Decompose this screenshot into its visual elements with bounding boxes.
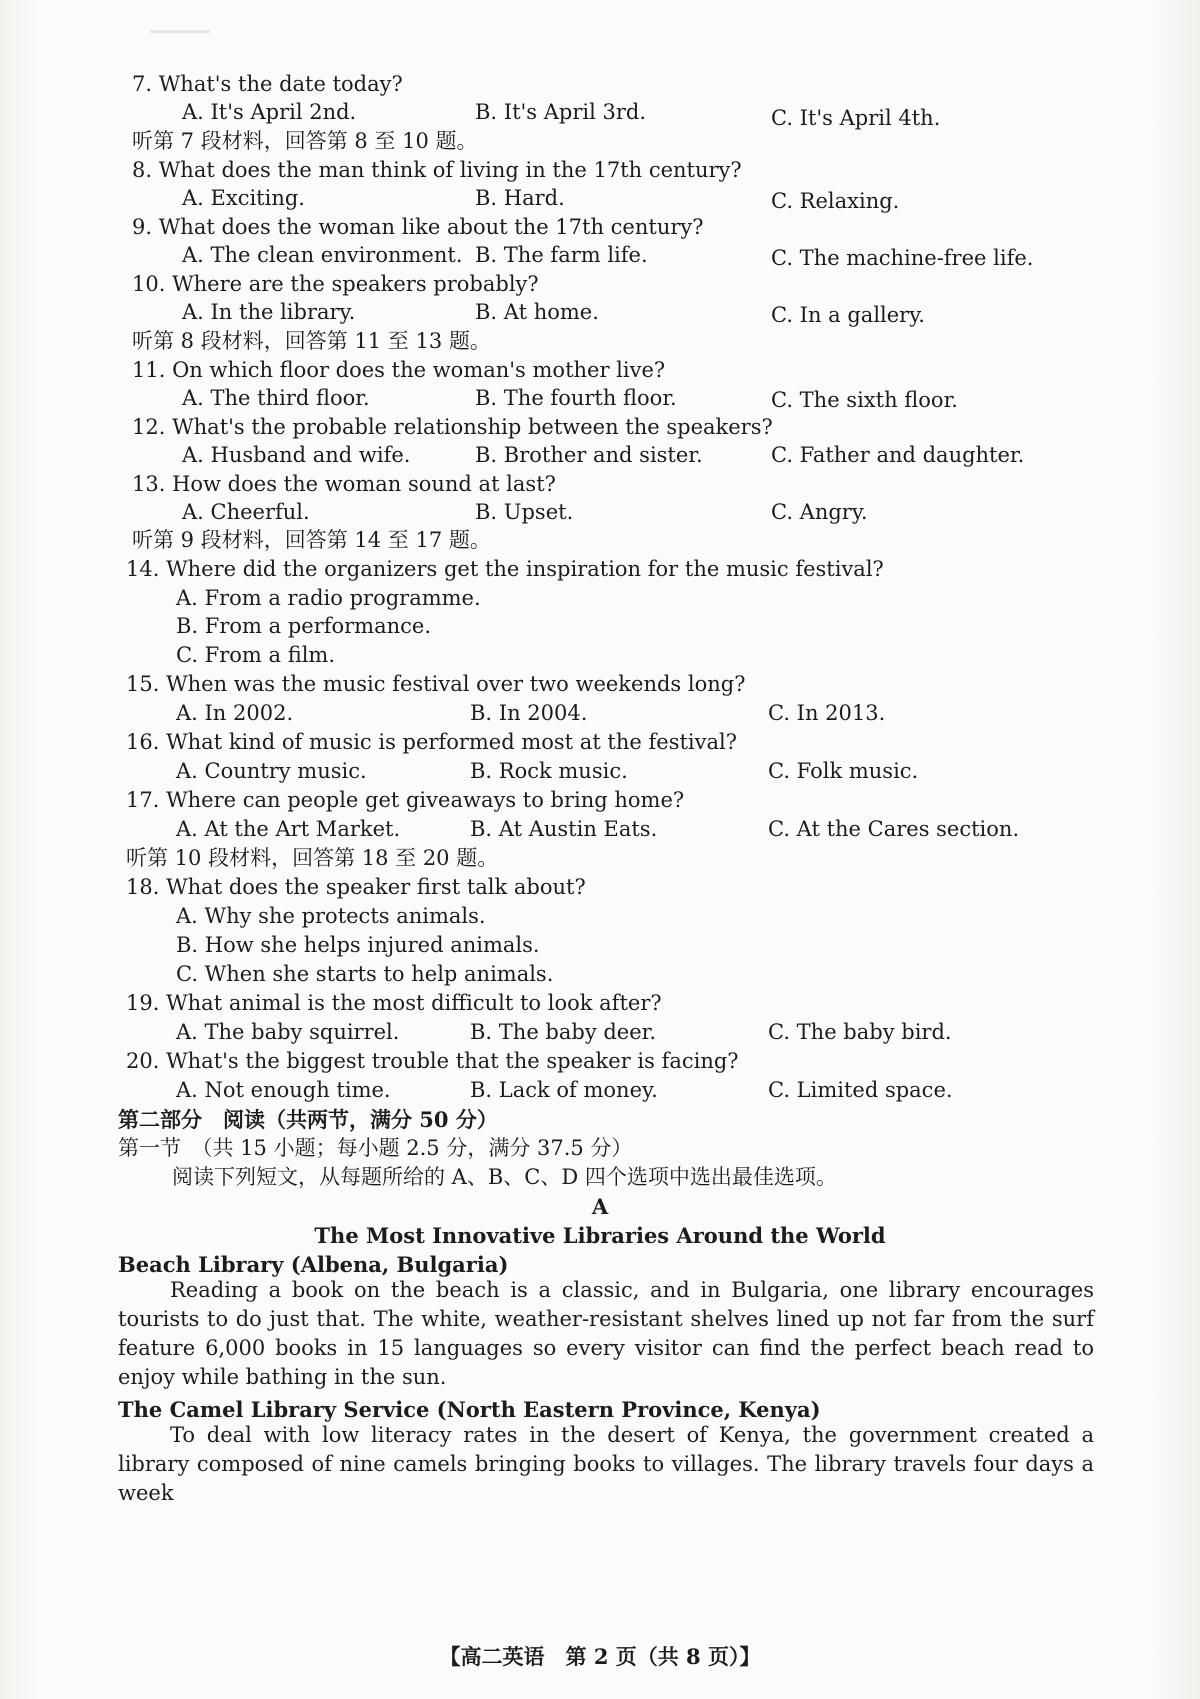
q10-option-a: A. In the library. xyxy=(182,300,356,324)
q13-option-c: C. Angry. xyxy=(771,500,868,524)
subheading-camel-library: The Camel Library Service (North Eastern Province, Kenya) xyxy=(118,1397,821,1422)
question-12-stem: 12. What's the probable relationship between the speakers? xyxy=(132,415,773,439)
q7-option-c: C. It's April 4th. xyxy=(771,106,941,130)
question-7-stem: 7. What's the date today? xyxy=(132,72,403,96)
question-19-stem: 19. What animal is the most difficult to look after? xyxy=(126,991,662,1015)
q18-option-b: B. How she helps injured animals. xyxy=(176,933,540,957)
q15-option-c: C. In 2013. xyxy=(768,701,886,725)
question-8-stem: 8. What does the man think of living in the 17th century? xyxy=(132,158,742,182)
q17-option-c: C. At the Cares section. xyxy=(768,817,1020,841)
q20-option-a: A. Not enough time. xyxy=(176,1078,391,1102)
paragraph-camel-library: To deal with low literacy rates in the desert of Kenya, the government created a library composed of nine camels bringing books to villages. The library travels four days a week xyxy=(118,1423,1094,1505)
instruction-material-8: 听第 8 段材料，回答第 11 至 13 题。 xyxy=(132,329,491,353)
q11-option-b: B. The fourth floor. xyxy=(475,386,677,410)
q18-option-a: A. Why she protects animals. xyxy=(176,904,486,928)
instruction-material-9: 听第 9 段材料，回答第 14 至 17 题。 xyxy=(132,528,491,552)
question-18-stem: 18. What does the speaker first talk about? xyxy=(126,875,586,899)
passage-title: The Most Innovative Libraries Around the World xyxy=(314,1223,886,1248)
q8-option-a: A. Exciting. xyxy=(182,186,305,210)
subheading-beach-library: Beach Library (Albena, Bulgaria) xyxy=(118,1252,509,1277)
question-17-stem: 17. Where can people get giveaways to bring home? xyxy=(126,788,685,812)
q12-option-b: B. Brother and sister. xyxy=(475,443,703,467)
question-16-stem: 16. What kind of music is performed most at the festival? xyxy=(126,730,737,754)
q11-option-a: A. The third floor. xyxy=(182,386,370,410)
instruction-material-10: 听第 10 段材料，回答第 18 至 20 题。 xyxy=(126,846,499,870)
q10-option-b: B. At home. xyxy=(475,300,599,324)
q9-option-b: B. The farm life. xyxy=(475,243,648,267)
q10-option-c: C. In a gallery. xyxy=(771,303,925,327)
q20-option-c: C. Limited space. xyxy=(768,1078,953,1102)
question-15-stem: 15. When was the music festival over two weekends long? xyxy=(126,672,746,696)
instruction-material-7: 听第 7 段材料，回答第 8 至 10 题。 xyxy=(132,129,478,153)
q19-option-c: C. The baby bird. xyxy=(768,1020,952,1044)
q17-option-b: B. At Austin Eats. xyxy=(470,817,658,841)
q19-option-b: B. The baby deer. xyxy=(470,1020,657,1044)
question-9-stem: 9. What does the woman like about the 17th century? xyxy=(132,215,704,239)
scan-smudge xyxy=(150,30,210,33)
passage-letter: A xyxy=(591,1194,609,1219)
q8-option-b: B. Hard. xyxy=(475,186,565,210)
q16-option-a: A. Country music. xyxy=(176,759,367,783)
q16-option-c: C. Folk music. xyxy=(768,759,919,783)
page-footer: 【高二英语 第 2 页（共 8 页）】 xyxy=(439,1644,761,1669)
q12-option-a: A. Husband and wife. xyxy=(182,443,411,467)
q17-option-a: A. At the Art Market. xyxy=(176,817,401,841)
q7-option-a: A. It's April 2nd. xyxy=(182,100,357,124)
q14-option-a: A. From a radio programme. xyxy=(176,586,481,610)
q19-option-a: A. The baby squirrel. xyxy=(176,1020,400,1044)
q16-option-b: B. Rock music. xyxy=(470,759,628,783)
q13-option-a: A. Cheerful. xyxy=(182,500,310,524)
question-10-stem: 10. Where are the speakers probably? xyxy=(132,272,539,296)
q14-option-b: B. From a performance. xyxy=(176,614,432,638)
section-one-heading: 第一节 （共 15 小题；每小题 2.5 分，满分 37.5 分） xyxy=(118,1136,633,1160)
q15-option-a: A. In 2002. xyxy=(176,701,294,725)
q14-option-c: C. From a film. xyxy=(176,643,336,667)
part-two-heading: 第二部分 阅读（共两节，满分 50 分） xyxy=(118,1107,498,1132)
question-14-stem: 14. Where did the organizers get the inspiration for the music festival? xyxy=(126,557,884,581)
q11-option-c: C. The sixth floor. xyxy=(771,388,958,412)
q12-option-c: C. Father and daughter. xyxy=(771,443,1025,467)
question-20-stem: 20. What's the biggest trouble that the speaker is facing? xyxy=(126,1049,739,1073)
q8-option-c: C. Relaxing. xyxy=(771,189,900,213)
question-13-stem: 13. How does the woman sound at last? xyxy=(132,472,556,496)
q20-option-b: B. Lack of money. xyxy=(470,1078,658,1102)
q9-option-a: A. The clean environment. xyxy=(182,243,463,267)
q18-option-c: C. When she starts to help animals. xyxy=(176,962,554,986)
q13-option-b: B. Upset. xyxy=(475,500,574,524)
q15-option-b: B. In 2004. xyxy=(470,701,588,725)
reading-direction: 阅读下列短文，从每题所给的 A、B、C、D 四个选项中选出最佳选项。 xyxy=(172,1165,837,1189)
paragraph-beach-library: Reading a book on the beach is a classic, and in Bulgaria, one library encourages tourists to do just that. The white, weather-resistant shelves lined up not far from the surf feature 6,000 books in 15 languages so every visitor can find the perfect beach read to enjoy while bathing in the sun. xyxy=(118,1278,1094,1389)
q9-option-c: C. The machine-free life. xyxy=(771,246,1034,270)
question-11-stem: 11. On which floor does the woman's mother live? xyxy=(132,358,666,382)
q7-option-b: B. It's April 3rd. xyxy=(475,100,647,124)
